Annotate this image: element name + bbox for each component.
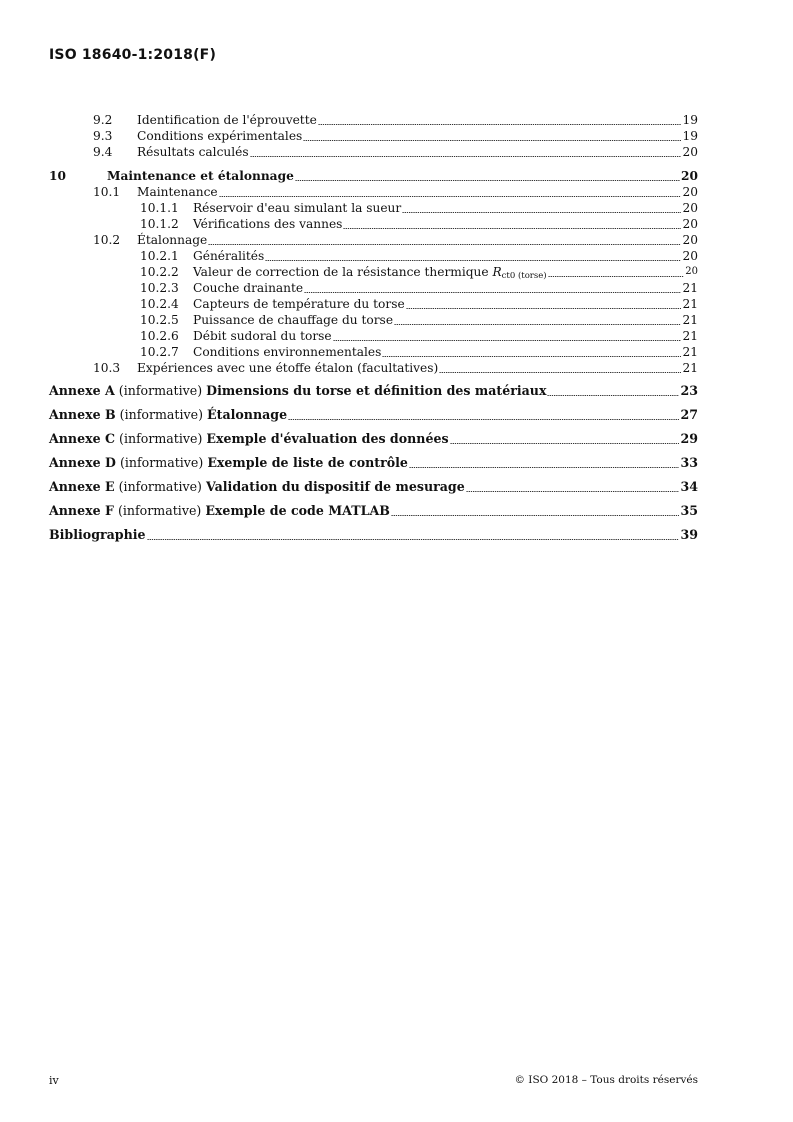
- toc-title: [49, 383, 546, 399]
- toc-number: 10.3: [93, 361, 121, 375]
- toc-number: 9.4: [93, 145, 113, 159]
- toc-entry-10-2[interactable]: [49, 232, 698, 248]
- toc-page: 23: [680, 383, 698, 398]
- dot-leader: [382, 356, 681, 357]
- annex-label: Annexe B: [49, 407, 116, 422]
- dot-leader: [288, 419, 679, 420]
- toc-entry-10[interactable]: [49, 168, 698, 184]
- symbol-subscript: ct0 (torse): [501, 271, 547, 281]
- toc-entry-9-3[interactable]: [49, 128, 698, 144]
- toc-page: 20: [682, 217, 698, 231]
- annex-type: (informative): [119, 455, 204, 470]
- dot-leader: [409, 467, 680, 468]
- toc-page: 21: [682, 297, 698, 311]
- annex-label: Annexe A: [49, 383, 115, 398]
- toc-page: 39: [680, 527, 698, 542]
- toc-number: 10: [49, 169, 66, 183]
- toc-page: 21: [682, 361, 698, 375]
- toc-page: 27: [680, 407, 698, 422]
- annex-title: Validation du dispositif de mesurage: [205, 479, 465, 494]
- toc-title: Puissance de chauffage du torse: [193, 313, 394, 327]
- toc-title: [49, 479, 465, 495]
- toc-page: 20: [682, 249, 698, 263]
- toc-number: 9.3: [93, 129, 113, 143]
- toc-number: 10.1.1: [140, 201, 179, 215]
- toc-entry-10-1-2[interactable]: [49, 216, 698, 232]
- toc-title: Étalonnage: [137, 233, 208, 247]
- copyright-notice: © ISO 2018 – Tous droits réservés: [514, 1074, 698, 1086]
- toc-page: 35: [680, 503, 698, 518]
- toc-title: [49, 503, 390, 519]
- page-number: iv: [49, 1074, 59, 1087]
- toc-entry-10-2-5[interactable]: [49, 312, 698, 328]
- toc-number: 10.2.6: [140, 329, 179, 343]
- annex-type: (informative): [119, 407, 204, 422]
- toc-title: [193, 264, 547, 280]
- dot-leader: [402, 212, 681, 213]
- toc-entry-annex-f[interactable]: [49, 502, 698, 519]
- dot-leader: [250, 156, 682, 157]
- toc-title: Maintenance et étalonnage: [107, 169, 294, 183]
- dot-leader: [265, 260, 681, 261]
- toc-entry-10-2-2[interactable]: [49, 264, 698, 280]
- annex-title: Dimensions du torse et définition des matériaux: [206, 383, 547, 398]
- toc-page: 20: [682, 185, 698, 199]
- annex-type: (informative): [118, 383, 203, 398]
- toc-title: [49, 431, 449, 447]
- dot-leader: [333, 340, 682, 341]
- table-of-contents: [49, 112, 698, 543]
- toc-page: 20: [681, 169, 698, 183]
- dot-leader: [450, 443, 680, 444]
- toc-title: Réservoir d'eau simulant la sueur: [193, 201, 402, 215]
- toc-title: Maintenance: [137, 185, 218, 199]
- annex-title: Exemple de liste de contrôle: [207, 455, 408, 470]
- dot-leader: [219, 196, 682, 197]
- toc-entry-9-2[interactable]: [49, 112, 698, 128]
- toc-page: 20: [682, 201, 698, 215]
- toc-title: Couche drainante: [193, 281, 304, 295]
- toc-page: 21: [682, 313, 698, 327]
- dot-leader: [295, 180, 680, 181]
- toc-title: Vérifications des vannes: [193, 217, 343, 231]
- toc-title: Capteurs de température du torse: [193, 297, 405, 311]
- toc-page: 33: [680, 455, 698, 470]
- toc-entry-10-2-3[interactable]: [49, 280, 698, 296]
- toc-entry-annex-c[interactable]: [49, 430, 698, 447]
- dot-leader: [394, 324, 681, 325]
- toc-title: Identification de l'éprouvette: [137, 113, 317, 127]
- toc-page: 29: [680, 431, 698, 446]
- toc-number: 10.2.2: [140, 265, 179, 279]
- toc-entry-10-2-7[interactable]: [49, 344, 698, 360]
- document-id: ISO 18640-1:2018(F): [49, 47, 217, 63]
- dot-leader: [406, 308, 682, 309]
- toc-number: 10.2.4: [140, 297, 179, 311]
- toc-entry-10-2-1[interactable]: [49, 248, 698, 264]
- toc-entry-10-3[interactable]: [49, 360, 698, 376]
- toc-number: 10.2.7: [140, 345, 179, 359]
- toc-page: 19: [682, 113, 698, 127]
- toc-title: Conditions environnementales: [193, 345, 382, 359]
- toc-entry-annex-d[interactable]: [49, 454, 698, 471]
- toc-number: 10.1: [93, 185, 121, 199]
- toc-number: 10.2.5: [140, 313, 179, 327]
- toc-page: 19: [682, 129, 698, 143]
- toc-page: 20: [685, 266, 698, 277]
- annex-title: Étalonnage: [207, 407, 288, 422]
- toc-number: 10.2: [93, 233, 121, 247]
- toc-title: Débit sudoral du torse: [193, 329, 332, 343]
- toc-page: 34: [680, 479, 698, 494]
- toc-number: 10.2.1: [140, 249, 179, 263]
- toc-title: Expériences avec une étoffe étalon (facultatives): [137, 361, 439, 375]
- dot-leader: [466, 491, 680, 492]
- annex-type: (informative): [117, 503, 202, 518]
- toc-entry-10-1-1[interactable]: [49, 200, 698, 216]
- toc-entry-9-4[interactable]: [49, 144, 698, 160]
- symbol-r: R: [492, 265, 502, 279]
- toc-number: 9.2: [93, 113, 113, 127]
- annex-label: Annexe E: [49, 479, 115, 494]
- dot-leader: [439, 372, 681, 373]
- toc-title: Bibliographie: [49, 527, 146, 542]
- toc-number: 10.2.3: [140, 281, 179, 295]
- toc-entry-annex-b[interactable]: [49, 406, 698, 423]
- dot-leader: [147, 539, 680, 540]
- dot-leader: [547, 395, 679, 396]
- annex-type: (informative): [118, 479, 202, 494]
- toc-entry-10-2-6[interactable]: [49, 328, 698, 344]
- annex-label: Annexe F: [49, 503, 114, 518]
- toc-title: Généralités: [193, 249, 265, 263]
- dot-leader: [208, 244, 681, 245]
- toc-entry-10-2-4[interactable]: [49, 296, 698, 312]
- dot-leader: [304, 292, 681, 293]
- dot-leader: [391, 515, 680, 516]
- toc-number: 10.1.2: [140, 217, 179, 231]
- dot-leader: [303, 140, 681, 141]
- annex-title: Exemple de code MATLAB: [205, 503, 390, 518]
- toc-title: Conditions expérimentales: [137, 129, 303, 143]
- toc-entry-10-1[interactable]: [49, 184, 698, 200]
- dot-leader: [318, 124, 682, 125]
- toc-page: 21: [682, 345, 698, 359]
- toc-page: 20: [682, 145, 698, 159]
- annex-title: Exemple d'évaluation des données: [206, 431, 449, 446]
- dot-leader: [548, 276, 685, 277]
- dot-leader: [343, 228, 681, 229]
- toc-page: 20: [682, 233, 698, 247]
- toc-entry-annex-e[interactable]: [49, 478, 698, 495]
- annex-label: Annexe C: [49, 431, 116, 446]
- annex-label: Annexe D: [49, 455, 116, 470]
- toc-entry-annex-a[interactable]: [49, 382, 698, 399]
- toc-title: [49, 407, 287, 423]
- toc-page: 21: [682, 329, 698, 343]
- toc-title-text: Valeur de correction de la résistance thermique: [193, 265, 489, 279]
- toc-title: [49, 455, 408, 471]
- annex-type: (informative): [119, 431, 203, 446]
- toc-entry-bibliography[interactable]: [49, 526, 698, 543]
- toc-title: Résultats calculés: [137, 145, 249, 159]
- toc-page: 21: [682, 281, 698, 295]
